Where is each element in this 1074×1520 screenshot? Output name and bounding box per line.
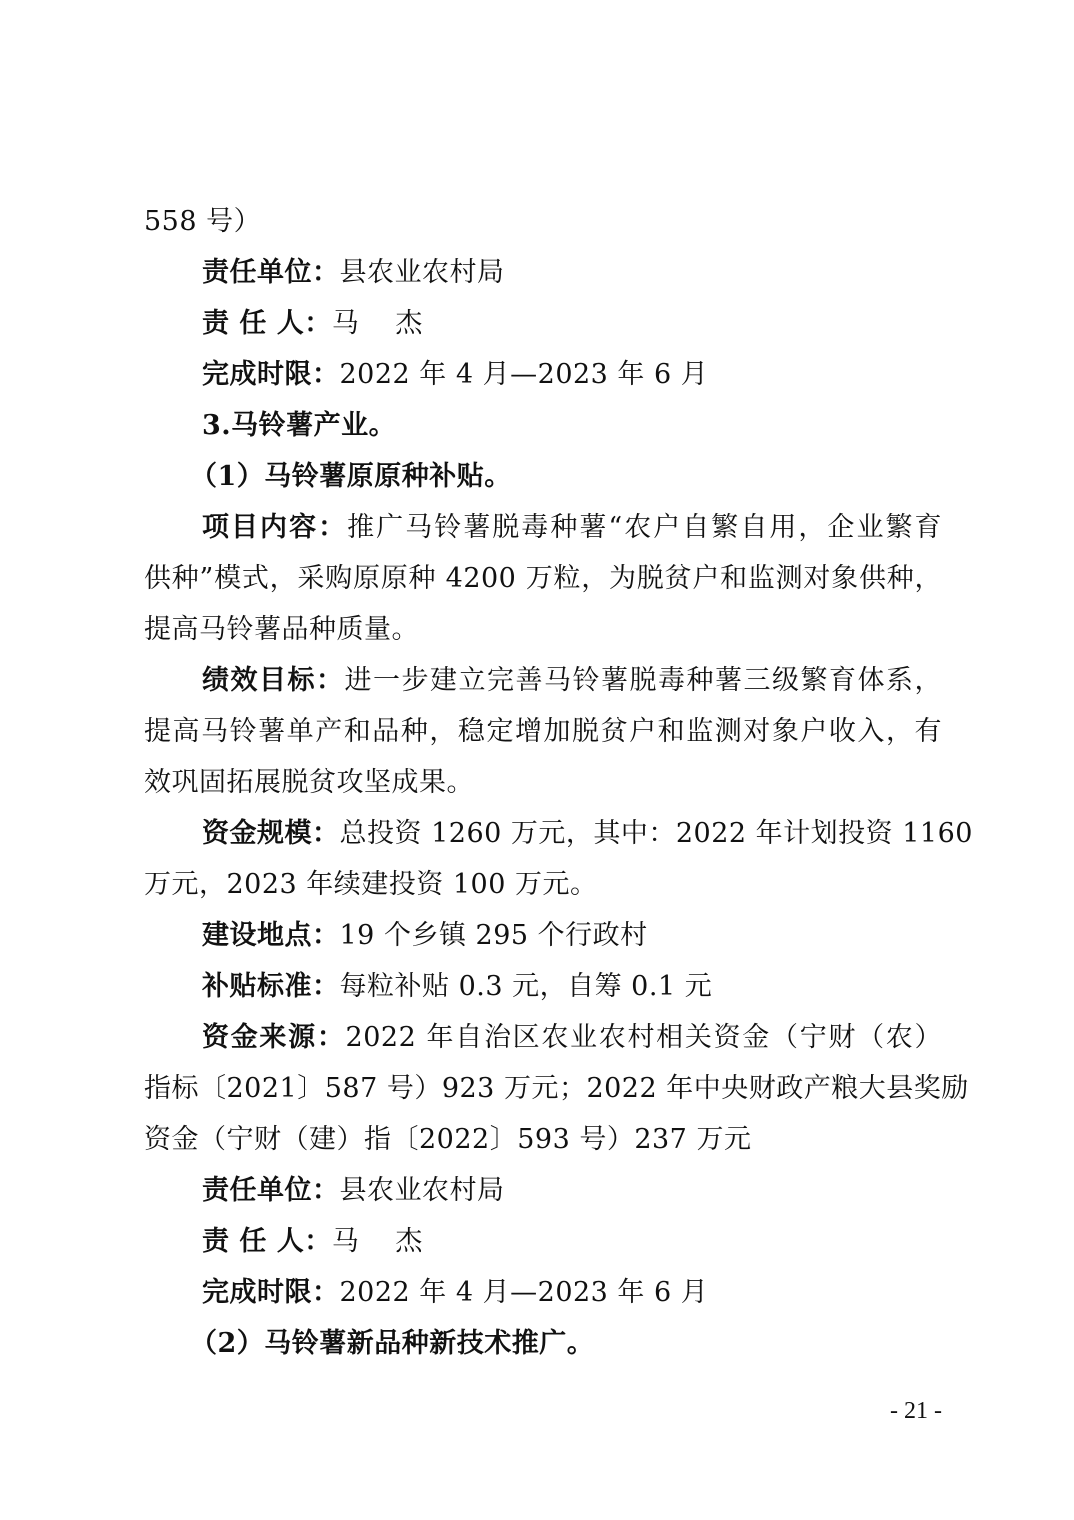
field-value: 进一步建立完善马铃薯脱毒种薯三级繁育体系，: [344, 665, 942, 696]
field-value: 2022 年自治区农业农村相关资金（宁财（农）: [345, 1022, 943, 1053]
field-label: 补贴标准：: [202, 971, 340, 1002]
deadline-line: [144, 349, 942, 400]
page-number: - 21 -: [890, 1398, 942, 1424]
field-value: 每粒补贴 0.3 元，自筹 0.1 元: [339, 971, 713, 1002]
field-label: 完成时限：: [202, 1277, 340, 1308]
field-label: 绩效目标：: [202, 665, 345, 696]
project-content-line: [144, 502, 942, 553]
subsidy-standard-line: [144, 961, 942, 1012]
field-label: 责任单位：: [202, 257, 340, 288]
field-label: 责 任 人：: [202, 308, 332, 339]
funding-source-line: [144, 1012, 942, 1063]
field-value: 县农业农村局: [339, 1175, 505, 1206]
responsible-unit-line: [144, 1165, 942, 1216]
field-value: 县农业农村局: [339, 257, 505, 288]
responsible-person-line: [144, 298, 942, 349]
paragraph-line: 资金（宁财（建）指〔2022〕593 号）237 万元: [144, 1124, 752, 1155]
section-heading: 3.马铃薯产业。: [202, 410, 397, 441]
paragraph-line: 供种”模式，采购原原种 4200 万粒，为脱贫户和监测对象供种，: [144, 563, 942, 594]
field-value: 19 个乡镇 295 个行政村: [339, 920, 648, 951]
paragraph-line: 万元，2023 年续建投资 100 万元。: [144, 869, 598, 900]
responsible-person-line: [144, 1216, 942, 1267]
subsection-heading: （1）马铃薯原原种补贴。: [190, 461, 512, 492]
paragraph-line: 指标〔2021〕587 号）923 万元；2022 年中央财政产粮大县奖励: [144, 1073, 969, 1104]
field-value: 2022 年 4 月—2023 年 6 月: [339, 1277, 709, 1308]
field-label: 责任单位：: [202, 1175, 340, 1206]
subsection-heading: （2）马铃薯新品种新技术推广。: [190, 1328, 595, 1359]
field-label: 项目内容：: [202, 512, 348, 543]
field-label: 资金来源：: [202, 1022, 346, 1053]
field-label: 完成时限：: [202, 359, 340, 390]
field-value: 2022 年 4 月—2023 年 6 月: [339, 359, 709, 390]
field-label: 责 任 人：: [202, 1226, 332, 1257]
document-body: [144, 196, 973, 1369]
paragraph-line: 提高马铃薯单产和品种，稳定增加脱贫户和监测对象户收入，有: [144, 716, 942, 747]
field-label: 资金规模：: [202, 818, 340, 849]
funding-scale-line: [144, 808, 973, 859]
performance-goal-line: [144, 655, 942, 706]
field-value: 总投资 1260 万元，其中：2022 年计划投资 1160: [339, 818, 973, 849]
field-value: 推广马铃薯脱毒种薯“农户自繁自用，企业繁育: [347, 512, 942, 543]
field-value: 马 杰: [331, 1226, 437, 1257]
paragraph-line: 效巩固拓展脱贫攻坚成果。: [144, 767, 474, 798]
continuation-line: 558 号）: [144, 206, 262, 237]
paragraph-line: 提高马铃薯品种质量。: [144, 614, 419, 645]
deadline-line: [144, 1267, 942, 1318]
field-value: 马 杰: [331, 308, 437, 339]
construction-site-line: [144, 910, 942, 961]
responsible-unit-line: [144, 247, 942, 298]
field-label: 建设地点：: [202, 920, 340, 951]
